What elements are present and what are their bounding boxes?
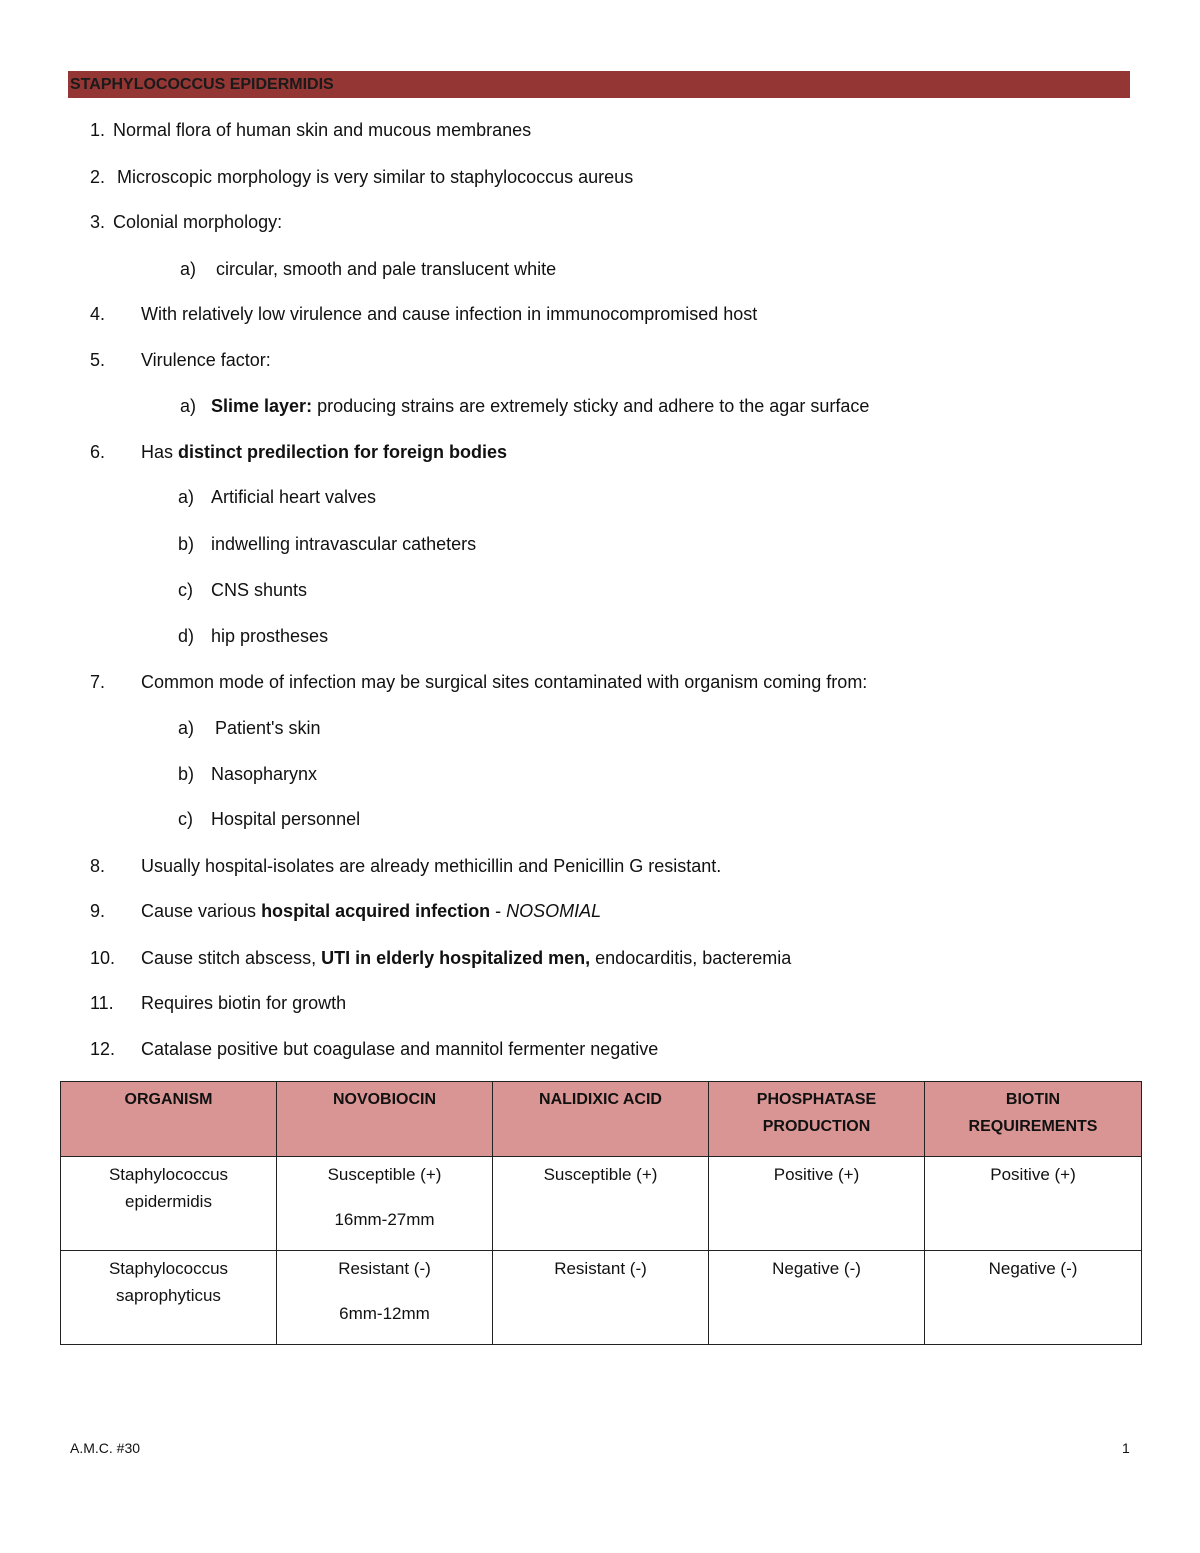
page-number: 1 [1122,1440,1130,1456]
cell-novobiocin: Resistant (-) 6mm-12mm [277,1251,493,1345]
cell-biotin: Positive (+) [925,1157,1142,1251]
cell-organism: Staphylococcus saprophyticus [61,1251,277,1345]
table-header-row [61,1082,1142,1157]
footer-label: A.M.C. #30 [70,1440,141,1456]
cell-nalidixic: Susceptible (+) [493,1157,709,1251]
cell-phosphatase: Positive (+) [709,1157,925,1251]
header-novobiocin: NOVOBIOCIN [277,1082,493,1157]
table-row [61,1157,1142,1251]
section-header [68,71,1130,98]
header-nalidixic-acid: NALIDIXIC ACID [493,1082,709,1157]
header-organism: ORGANISM [61,1082,277,1157]
cell-biotin: Negative (-) [925,1251,1142,1345]
comparison-table [60,1081,1142,1345]
cell-organism: Staphylococcus epidermidis [61,1157,277,1251]
header-biotin-requirements: BIOTIN REQUIREMENTS [925,1082,1142,1157]
cell-phosphatase: Negative (-) [709,1251,925,1345]
cell-nalidixic: Resistant (-) [493,1251,709,1345]
table-row [61,1251,1142,1345]
header-phosphatase-production: PHOSPHATASE PRODUCTION [709,1082,925,1157]
cell-novobiocin: Susceptible (+) 16mm-27mm [277,1157,493,1251]
section-title: STAPHYLOCOCCUS EPIDERMIDIS [70,76,334,93]
